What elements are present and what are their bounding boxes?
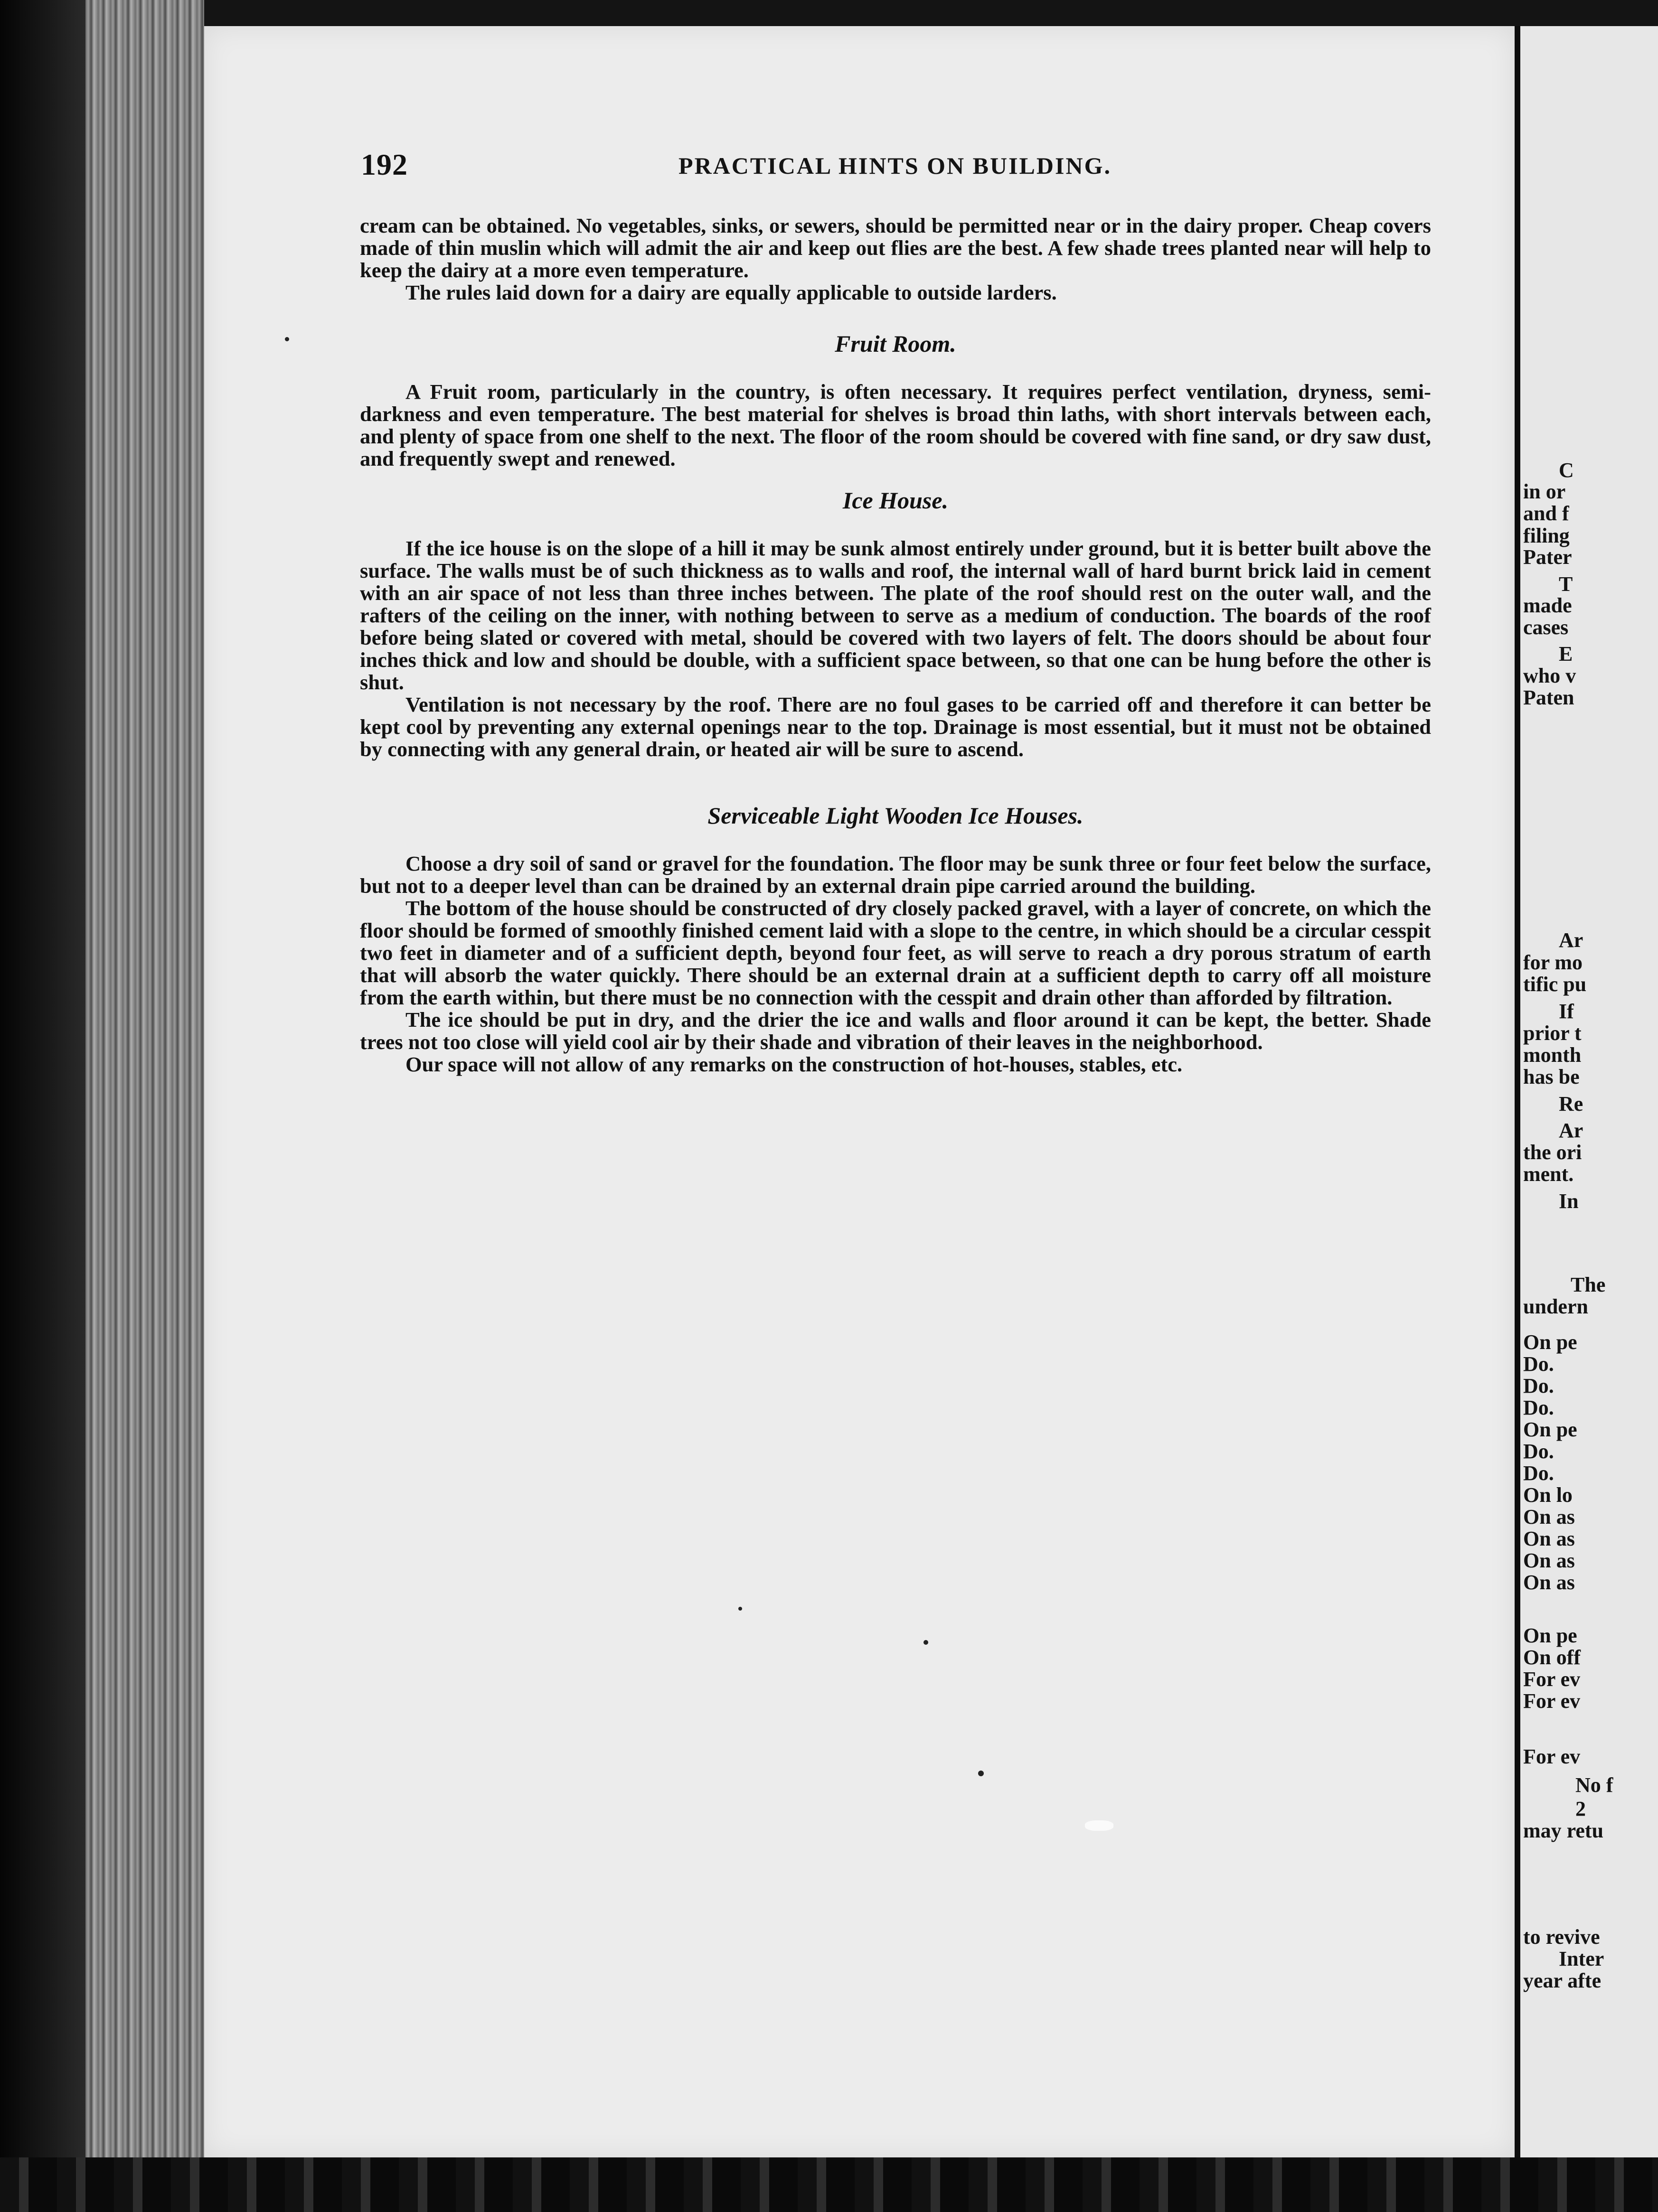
adjacent-page-fragment: Do. bbox=[1523, 1396, 1554, 1419]
adjacent-page-fragment: The bbox=[1571, 1273, 1606, 1296]
adjacent-page-fragment: Do. bbox=[1523, 1462, 1554, 1485]
adjacent-page-fragment: in or bbox=[1523, 480, 1566, 503]
dust-speck bbox=[923, 1640, 928, 1645]
fruit-room-heading: Fruit Room. bbox=[835, 330, 956, 357]
ice-house-heading: Ice House. bbox=[842, 487, 949, 514]
wooden-ice-houses-paragraph-3: The ice should be put in dry, and the drier the ice and walls and floor around it can be kept, the better. Shade trees not too close will yield cool air by their shade and vibration of their leaves in the neighborhood. bbox=[360, 1008, 1431, 1054]
gutter-line bbox=[1515, 26, 1520, 2157]
dairy-continuation: cream can be obtained. No vegetables, sinks, or sewers, should be permitted near or in the dairy proper. Cheap covers made of thin muslin which will admit the air and keep out flies are the best. A few shade trees planted near will help to keep the dairy at a more even temperature. bbox=[360, 214, 1431, 282]
dust-speck bbox=[978, 1771, 984, 1776]
adjacent-page-fragment: Pater bbox=[1523, 545, 1572, 569]
adjacent-page-fragment: On as bbox=[1523, 1549, 1575, 1572]
adjacent-page-fragment: undern bbox=[1523, 1295, 1588, 1318]
larders-paragraph: The rules laid down for a dairy are equally applicable to outside larders. bbox=[405, 281, 1057, 304]
adjacent-page-fragment: On lo bbox=[1523, 1483, 1573, 1507]
adjacent-page-fragment: for mo bbox=[1523, 951, 1583, 974]
film-edge-left bbox=[0, 0, 85, 2212]
adjacent-page-fragment: Do. bbox=[1523, 1352, 1554, 1376]
running-title: PRACTICAL HINTS ON BUILDING. bbox=[678, 152, 1112, 179]
adjacent-page-fragment: On pe bbox=[1523, 1418, 1577, 1441]
adjacent-page-fragment: has be bbox=[1523, 1065, 1580, 1088]
adjacent-page-fragment: made bbox=[1523, 594, 1572, 617]
adjacent-page-fragment: On as bbox=[1523, 1571, 1575, 1594]
adjacent-page-fragment: month bbox=[1523, 1043, 1582, 1067]
adjacent-page-fragment: prior t bbox=[1523, 1022, 1582, 1045]
adjacent-page-fragment: who v bbox=[1523, 664, 1576, 687]
page-stack-edges bbox=[85, 0, 204, 2212]
adjacent-page-fragment: Do. bbox=[1523, 1440, 1554, 1463]
page-header bbox=[361, 147, 1429, 190]
adjacent-page-fragment: year afte bbox=[1523, 1969, 1601, 1992]
adjacent-page-fragment: No f bbox=[1575, 1773, 1613, 1797]
film-edge-bottom bbox=[0, 2157, 1658, 2212]
adjacent-page-fragment: to revive bbox=[1523, 1925, 1600, 1949]
adjacent-page-fragment: C bbox=[1559, 459, 1574, 482]
film-edge-top bbox=[204, 0, 1658, 26]
adjacent-page-fragment: On pe bbox=[1523, 1624, 1577, 1647]
wooden-ice-houses-paragraph-1: Choose a dry soil of sand or gravel for the foundation. The floor may be sunk three or four feet below the surface, but not to a deeper level than can be drained by an external drain pipe carried around the building. bbox=[360, 852, 1431, 898]
dust-speck bbox=[285, 337, 289, 341]
dust-speck bbox=[738, 1607, 742, 1611]
adjacent-page-fragment: Inter bbox=[1559, 1947, 1604, 1970]
adjacent-page-fragment: In bbox=[1559, 1190, 1579, 1213]
adjacent-page-fragment: On pe bbox=[1523, 1331, 1577, 1354]
adjacent-page-fragment: On as bbox=[1523, 1527, 1575, 1550]
adjacent-page-fragment: and f bbox=[1523, 502, 1569, 525]
adjacent-page-fragment: For ev bbox=[1523, 1689, 1581, 1713]
adjacent-page-fragment: ment. bbox=[1523, 1162, 1574, 1186]
wooden-ice-houses-paragraph-2: The bottom of the house should be constructed of dry closely packed gravel, with a layer of concrete, on which the floor should be formed of smoothly finished cement laid with a slope to the centre, in which should be a circular cesspit two feet in diameter and of a sufficient depth, beyond four feet, as will serve to reach a dry porous stratum of earth that will absorb the water quickly. There should be an external drain at a sufficient depth to carry off all moisture from the earth within, but there must be no connection with the cesspit and drain other than afforded by filtration. bbox=[360, 896, 1431, 1009]
adjacent-page-fragment: If bbox=[1559, 1000, 1574, 1023]
adjacent-page-fragment: Do. bbox=[1523, 1374, 1554, 1397]
adjacent-page-fragment: may retu bbox=[1523, 1819, 1604, 1842]
wooden-ice-houses-paragraph-4: Our space will not allow of any remarks on the construction of hot-houses, stables, etc. bbox=[405, 1052, 1183, 1076]
ice-house-paragraph-1: If the ice house is on the slope of a hill it may be sunk almost entirely under ground, but it is better built above the surface. The walls must be of such thickness as to walls and roof, the internal wall of hard burnt brick laid in cement with an air space of not less than three inches between. The plate of the roof should rest on the outer wall, and the rafters of the ceiling on the inner, with nothing between to serve as a medium of conduction. The boards of the roof before being slated or covered with metal, should be covered with two layers of felt. The doors should be about four inches thick and low and should be double, with a sufficient space between, so that one can be hung before the other is shut. bbox=[360, 536, 1431, 694]
adjacent-page-fragment: E bbox=[1559, 642, 1573, 665]
page-body bbox=[360, 215, 1431, 1076]
film-scratch bbox=[1085, 1820, 1113, 1831]
adjacent-page-fragment: For ev bbox=[1523, 1668, 1581, 1691]
adjacent-page-fragment: Ar bbox=[1559, 928, 1583, 952]
adjacent-page-fragment: cases bbox=[1523, 616, 1569, 639]
ice-house-paragraph-2: Ventilation is not necessary by the roof. There are no foul gases to be carried off and therefore it can better be kept cool by preventing any external openings near to the top. Drainage is most essential, but it must not be obtained by connecting with any general drain, or heated air will be sure to ascend. bbox=[360, 693, 1431, 761]
adjacent-page-fragment: On as bbox=[1523, 1505, 1575, 1528]
adjacent-page-fragment: the ori bbox=[1523, 1141, 1582, 1164]
page-number: 192 bbox=[361, 148, 408, 181]
fruit-room-paragraph: A Fruit room, particularly in the country, is often necessary. It requires perfect ventilation, dryness, semi-darkness and even temperature. The best material for shelves is broad thin laths, with short intervals between each, and plenty of space from one shelf to the next. The floor of the room should be covered with fine sand, or dry saw dust, and frequently swept and renewed. bbox=[360, 380, 1431, 470]
adjacent-page-fragment: On off bbox=[1523, 1646, 1581, 1669]
adjacent-page-fragment: T bbox=[1559, 572, 1573, 596]
adjacent-page-fragment: tific pu bbox=[1523, 973, 1587, 996]
wooden-ice-houses-heading: Serviceable Light Wooden Ice Houses. bbox=[707, 802, 1083, 829]
adjacent-page-fragment: For ev bbox=[1523, 1745, 1581, 1768]
adjacent-page-fragment: Paten bbox=[1523, 686, 1574, 709]
adjacent-page-fragment: filing bbox=[1523, 524, 1570, 547]
adjacent-page-fragment: Ar bbox=[1559, 1119, 1583, 1142]
adjacent-page-fragment: 2 bbox=[1575, 1797, 1586, 1820]
adjacent-page-fragment: Re bbox=[1559, 1092, 1583, 1115]
